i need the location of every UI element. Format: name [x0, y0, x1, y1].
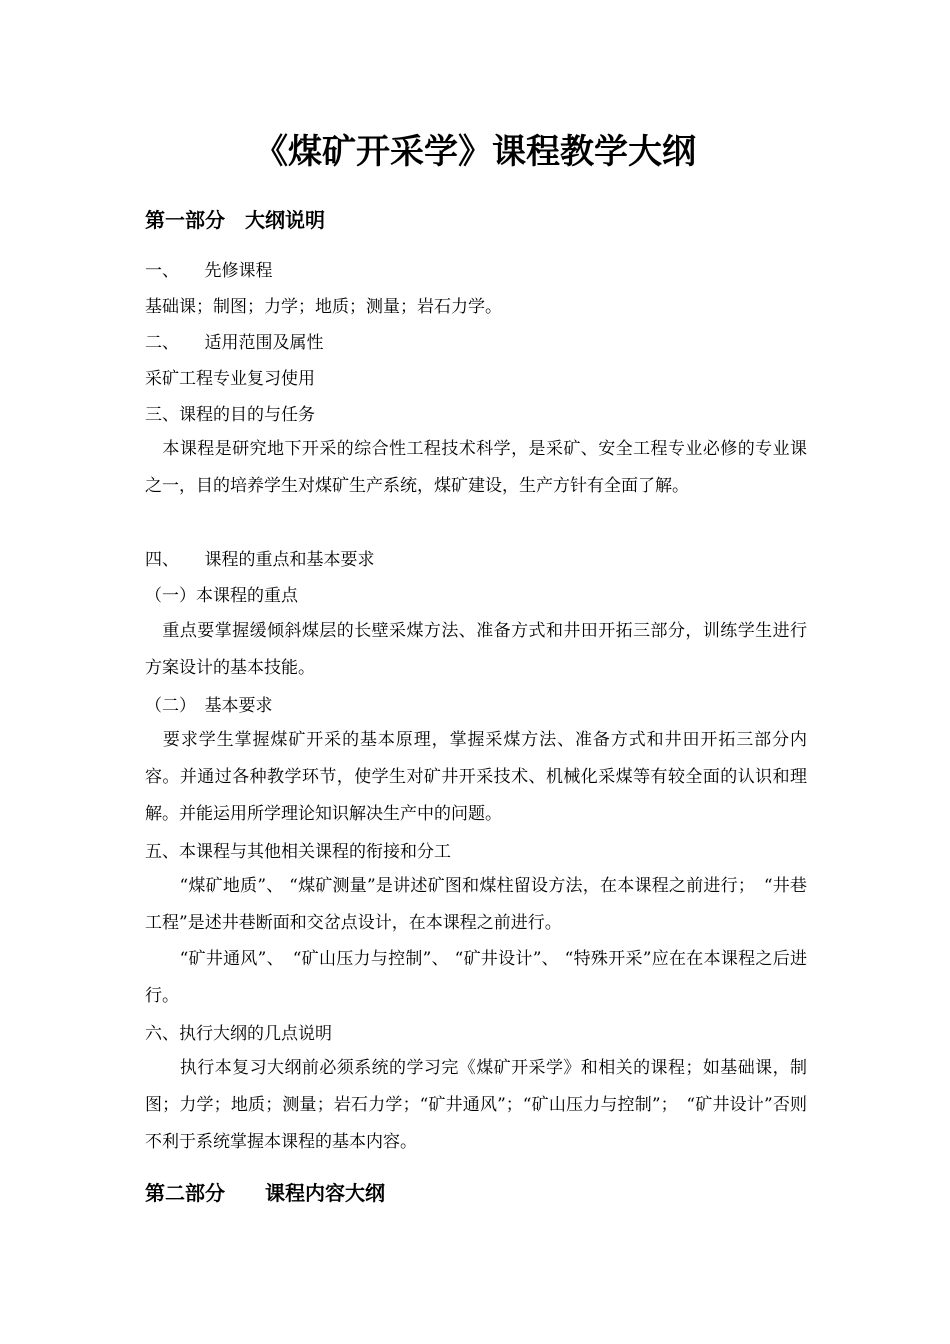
- section1-text: 基础课；制图；力学；地质；测量；岩石力学。: [145, 297, 502, 317]
- section4-sub1-heading: （一）本课程的重点: [145, 586, 298, 606]
- section5-heading: 五、本课程与其他相关课程的衔接和分工: [145, 842, 451, 862]
- section3-text: 本课程是研究地下开采的综合性工程技术科学，是采矿、安全工程专业必修的专业课之一，目的培养学生对煤矿生产系统，煤矿建设，生产方针有全面了解。: [145, 439, 807, 496]
- section6-text: 执行本复习大纲前必须系统的学习完《煤矿开采学》和相关的课程；如基础课，制图；力学；地质；测量；岩石力学；“矿井通风”；“矿山压力与控制”； “矿井设计”否则不利于系统掌握本课程的基本内容。: [145, 1058, 807, 1152]
- section2-text: 采矿工程专业复习使用: [145, 369, 315, 389]
- section2-heading: 二、 适用范围及属性: [145, 333, 324, 353]
- document-title: 《煤矿开采学》课程教学大纲: [254, 132, 696, 172]
- section3-heading: 三、课程的目的与任务: [145, 405, 315, 425]
- section5-text-1: “煤矿地质”、 “煤矿测量”是讲述矿图和煤柱留设方法，在本课程之前进行； “井巷工程”是述井巷断面和交岔点设计，在本课程之前进行。: [145, 876, 807, 933]
- section1-heading: 一、 先修课程: [145, 261, 273, 281]
- part2-heading: 第二部分 课程内容大纲: [145, 1181, 385, 1205]
- section4-sub2-text: 要求学生掌握煤矿开采的基本原理，掌握采煤方法、准备方式和井田开拓三部分内容。并通过各种教学环节，使学生对矿井开采技术、机械化采煤等有较全面的认识和理解。并能运用所学理论知识解决生产中的问题。: [145, 730, 807, 824]
- section6-heading: 六、执行大纲的几点说明: [145, 1024, 332, 1044]
- section4-sub2-heading: （二） 基本要求: [145, 696, 273, 716]
- section4-sub1-text: 重点要掌握缓倾斜煤层的长壁采煤方法、准备方式和井田开拓三部分，训练学生进行方案设计的基本技能。: [145, 621, 807, 678]
- part1-heading: 第一部分 大纲说明: [145, 208, 325, 232]
- section5-text-2: “矿井通风”、 “矿山压力与控制”、 “矿井设计”、 “特殊开采”应在在本课程之后进行。: [145, 949, 807, 1006]
- section4-heading: 四、 课程的重点和基本要求: [145, 550, 375, 570]
